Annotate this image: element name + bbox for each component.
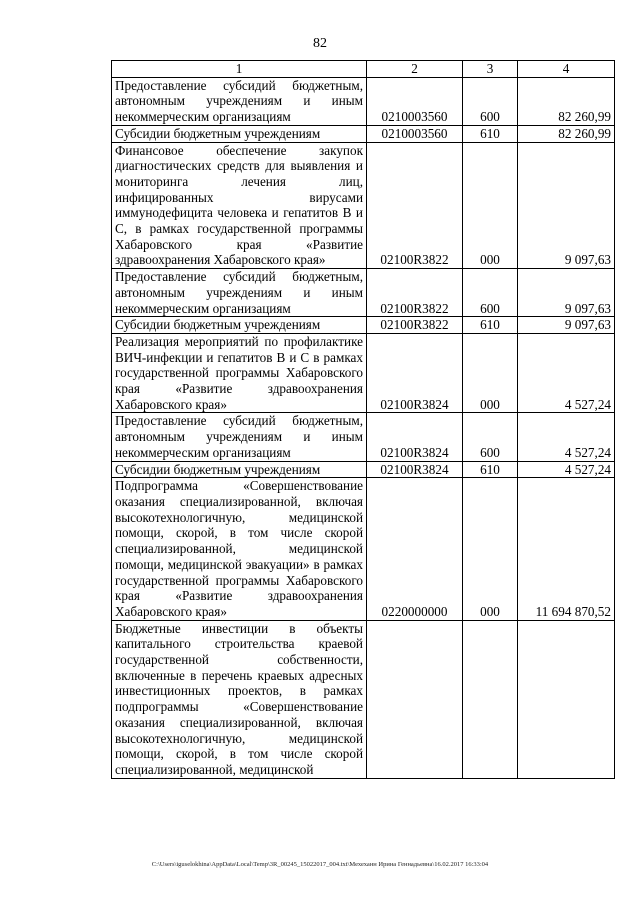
row-amount: 9 097,63 bbox=[518, 142, 615, 269]
row-amount: 9 097,63 bbox=[518, 269, 615, 317]
column-header-1: 1 bbox=[112, 61, 367, 78]
row-target-code: 0210003560 bbox=[367, 77, 463, 125]
table-row bbox=[112, 125, 615, 142]
row-amount: 82 260,99 bbox=[518, 77, 615, 125]
table-row bbox=[112, 142, 615, 269]
table-row bbox=[112, 77, 615, 125]
row-description: Предоставление субсидий бюджетным, автономным учреждениям и иным некоммерческим организациям bbox=[112, 269, 367, 317]
column-header-3: 3 bbox=[463, 61, 518, 78]
table-row bbox=[112, 413, 615, 461]
row-amount: 4 527,24 bbox=[518, 413, 615, 461]
row-expense-type: 610 bbox=[463, 461, 518, 478]
row-description: Реализация мероприятий по профилактике ВИЧ-инфекции и гепатитов В и С в рамках государственной программы Хабаровского края «Развитие здравоохранения Хабаровского края» bbox=[112, 333, 367, 413]
row-target-code: 02100R3824 bbox=[367, 413, 463, 461]
row-target-code: 0210003560 bbox=[367, 125, 463, 142]
row-amount: 4 527,24 bbox=[518, 333, 615, 413]
row-expense-type: 610 bbox=[463, 125, 518, 142]
table-row bbox=[112, 478, 615, 620]
row-expense-type bbox=[463, 620, 518, 778]
row-expense-type: 000 bbox=[463, 478, 518, 620]
file-path-footer: C:\Users\iguselokhina\AppData\Local\Temp\3R_00245_15022017_004.txt\Мехеханн Ирина Геннадьевна\16.02.2017 16:33:04 bbox=[151, 861, 489, 868]
row-expense-type: 600 bbox=[463, 413, 518, 461]
row-target-code bbox=[367, 620, 463, 778]
row-target-code: 02100R3822 bbox=[367, 269, 463, 317]
table-row bbox=[112, 269, 615, 317]
table-row bbox=[112, 333, 615, 413]
row-expense-type: 000 bbox=[463, 333, 518, 413]
row-target-code: 0220000000 bbox=[367, 478, 463, 620]
column-header-4: 4 bbox=[518, 61, 615, 78]
budget-table bbox=[111, 60, 615, 779]
page-number: 82 bbox=[313, 36, 327, 51]
row-description: Предоставление субсидий бюджетным, автономным учреждениям и иным некоммерческим организациям bbox=[112, 77, 367, 125]
table-row bbox=[112, 461, 615, 478]
row-expense-type: 610 bbox=[463, 317, 518, 334]
row-description: Финансовое обеспечение закупок диагностических средств для выявления и мониторинга лечения лиц, инфицированных вирусами иммунодефицита человека и гепатитов В и С, в рамках государственной программы Хабаровского края «Развитие здравоохранения Хабаровского края» bbox=[112, 142, 367, 269]
row-description: Подпрограмма «Совершенствование оказания специализированной, включая высокотехнологичную, медицинской помощи, скорой, в том числе скорой специализированной, медицинской помощи, медицинской эвакуации» в рамках государственной программы Хабаровского края «Развитие здравоохранения Хабаровского края» bbox=[112, 478, 367, 620]
row-target-code: 02100R3824 bbox=[367, 333, 463, 413]
row-description: Субсидии бюджетным учреждениям bbox=[112, 461, 367, 478]
row-amount: 4 527,24 bbox=[518, 461, 615, 478]
row-description: Субсидии бюджетным учреждениям bbox=[112, 317, 367, 334]
row-expense-type: 600 bbox=[463, 269, 518, 317]
table-row bbox=[112, 620, 615, 778]
row-description: Предоставление субсидий бюджетным, автономным учреждениям и иным некоммерческим организациям bbox=[112, 413, 367, 461]
row-description: Бюджетные инвестиции в объекты капитального строительства краевой государственной собственности, включенные в перечень краевых адресных инвестиционных проектов, в рамках подпрограммы «Совершенствование оказания специализированной, включая высокотехнологичную, медицинской помощи, скорой, в том числе скорой специализированной, медицинской bbox=[112, 620, 367, 778]
row-amount: 82 260,99 bbox=[518, 125, 615, 142]
table-row bbox=[112, 317, 615, 334]
column-header-2: 2 bbox=[367, 61, 463, 78]
row-amount bbox=[518, 620, 615, 778]
row-target-code: 02100R3822 bbox=[367, 142, 463, 269]
row-amount: 11 694 870,52 bbox=[518, 478, 615, 620]
row-expense-type: 000 bbox=[463, 142, 518, 269]
row-expense-type: 600 bbox=[463, 77, 518, 125]
row-target-code: 02100R3822 bbox=[367, 317, 463, 334]
row-amount: 9 097,63 bbox=[518, 317, 615, 334]
table-header-row bbox=[112, 61, 615, 78]
row-description: Субсидии бюджетным учреждениям bbox=[112, 125, 367, 142]
row-target-code: 02100R3824 bbox=[367, 461, 463, 478]
